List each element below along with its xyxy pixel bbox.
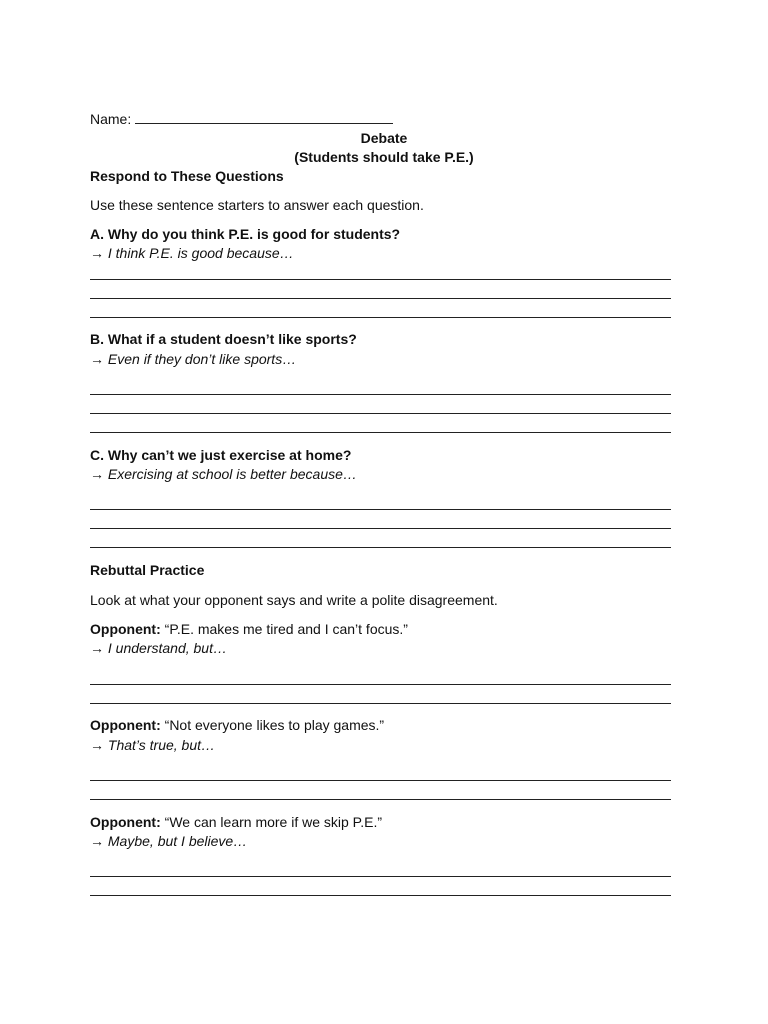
name-label: Name: <box>90 111 132 127</box>
answer-line[interactable] <box>90 799 671 800</box>
rebuttal-starter-3: → Maybe, but I believe… <box>90 833 248 849</box>
answer-line[interactable] <box>90 432 671 433</box>
name-field[interactable] <box>135 111 393 124</box>
opponent-label: Opponent: <box>90 717 161 733</box>
answer-line[interactable] <box>90 703 671 704</box>
sentence-starter-a: → I think P.E. is good because… <box>90 245 294 261</box>
rebuttal-starter-2: → That’s true, but… <box>90 737 216 753</box>
question-c: C. Why can’t we just exercise at home? <box>90 447 352 463</box>
sentence-starter-c: → Exercising at school is better because… <box>90 466 357 482</box>
answer-line[interactable] <box>90 876 671 877</box>
opponent-label: Opponent: <box>90 814 161 830</box>
question-b: B. What if a student doesn’t like sports? <box>90 331 357 347</box>
opponent-statement-3 <box>90 813 382 831</box>
answer-line[interactable] <box>90 528 671 529</box>
opponent-quote: “Not everyone likes to play games.” <box>164 717 385 733</box>
answer-line[interactable] <box>90 413 671 414</box>
opponent-statement-2 <box>90 716 384 734</box>
name-row <box>90 110 393 128</box>
opponent-quote: “P.E. makes me tired and I can’t focus.” <box>164 621 408 637</box>
rebuttal-starter-1: → I understand, but… <box>90 640 227 656</box>
answer-line[interactable] <box>90 394 671 395</box>
answer-line[interactable] <box>90 780 671 781</box>
section-instructions-rebuttal: Look at what your opponent says and write a polite disagreement. <box>90 592 498 608</box>
section-instructions-questions: Use these sentence starters to answer each question. <box>90 197 424 213</box>
answer-line[interactable] <box>90 279 671 280</box>
opponent-quote: “We can learn more if we skip P.E.” <box>164 814 382 830</box>
answer-line[interactable] <box>90 298 671 299</box>
answer-line[interactable] <box>90 317 671 318</box>
question-a: A. Why do you think P.E. is good for students? <box>90 226 401 242</box>
answer-line[interactable] <box>90 509 671 510</box>
section-heading-questions: Respond to These Questions <box>90 168 284 184</box>
opponent-statement-1 <box>90 620 408 638</box>
opponent-label: Opponent: <box>90 621 161 637</box>
answer-line[interactable] <box>90 684 671 685</box>
worksheet-subtitle: (Students should take P.E.) <box>294 149 474 165</box>
sentence-starter-b: → Even if they don’t like sports… <box>90 351 297 367</box>
answer-line[interactable] <box>90 895 671 896</box>
answer-line[interactable] <box>90 547 671 548</box>
section-heading-rebuttal: Rebuttal Practice <box>90 562 205 578</box>
worksheet-title: Debate <box>360 130 408 146</box>
